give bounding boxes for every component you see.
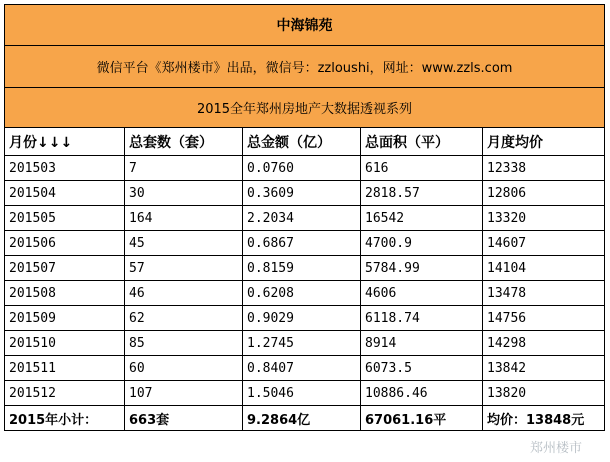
cell-area: 8914 [361,331,483,356]
column-header-month: 月份↓↓↓ [5,128,125,156]
header-row [5,128,605,156]
cell-units: 60 [125,356,243,381]
cell-avg-price: 12806 [483,181,605,206]
cell-avg-price: 12338 [483,156,605,181]
cell-avg-price: 13320 [483,206,605,231]
cell-month: 201505 [5,206,125,231]
cell-amount: 0.6867 [243,231,361,256]
cell-month: 201507 [5,256,125,281]
cell-units: 164 [125,206,243,231]
cell-amount: 0.8159 [243,256,361,281]
table-row [5,306,605,331]
table-row [5,331,605,356]
cell-units: 7 [125,156,243,181]
cell-month: 201504 [5,181,125,206]
cell-month: 201512 [5,381,125,406]
column-header-units: 总套数（套） [125,128,243,156]
cell-amount: 1.5046 [243,381,361,406]
table-row [5,356,605,381]
cell-month: 201509 [5,306,125,331]
watermark: 郑州楼市 [529,441,582,456]
cell-avg-price: 13842 [483,356,605,381]
table-title: 中海锦苑 [5,5,605,46]
cell-units: 46 [125,281,243,306]
cell-avg-price: 13820 [483,381,605,406]
table-row [5,156,605,181]
table-row [5,181,605,206]
cell-units: 45 [125,231,243,256]
sales-table [4,4,605,431]
cell-amount: 0.9029 [243,306,361,331]
total-units: 663套 [125,406,243,431]
cell-area: 4606 [361,281,483,306]
total-avg-price: 均价：13848元 [483,406,605,431]
table-row [5,206,605,231]
cell-area: 4700.9 [361,231,483,256]
cell-month: 201506 [5,231,125,256]
cell-area: 6118.74 [361,306,483,331]
cell-area: 2818.57 [361,181,483,206]
cell-amount: 1.2745 [243,331,361,356]
cell-area: 10886.46 [361,381,483,406]
cell-area: 6073.5 [361,356,483,381]
cell-avg-price: 14104 [483,256,605,281]
cell-month: 201503 [5,156,125,181]
cell-units: 30 [125,181,243,206]
cell-month: 201511 [5,356,125,381]
table-row [5,381,605,406]
cell-month: 201508 [5,281,125,306]
cell-amount: 0.8407 [243,356,361,381]
cell-avg-price: 13478 [483,281,605,306]
cell-area: 16542 [361,206,483,231]
cell-avg-price: 14607 [483,231,605,256]
cell-area: 5784.99 [361,256,483,281]
cell-avg-price: 14298 [483,331,605,356]
column-header-amount: 总金额（亿） [243,128,361,156]
table-row [5,256,605,281]
cell-amount: 0.6208 [243,281,361,306]
column-header-area: 总面积（平） [361,128,483,156]
column-header-avg-price: 月度均价 [483,128,605,156]
cell-amount: 0.3609 [243,181,361,206]
cell-units: 85 [125,331,243,356]
cell-area: 616 [361,156,483,181]
total-amount: 9.2864亿 [243,406,361,431]
cell-month: 201510 [5,331,125,356]
cell-units: 107 [125,381,243,406]
series-title: 2015全年郑州房地产大数据透视系列 [5,88,605,128]
cell-units: 62 [125,306,243,331]
table-row [5,281,605,306]
source-line: 微信平台《郑州楼市》出品，微信号：zzloushi，网址：www.zzls.com [5,46,605,88]
total-area: 67061.16平 [361,406,483,431]
cell-avg-price: 14756 [483,306,605,331]
cell-amount: 0.0760 [243,156,361,181]
cell-amount: 2.2034 [243,206,361,231]
total-label: 2015年小计： [5,406,125,431]
table-row [5,231,605,256]
cell-units: 57 [125,256,243,281]
total-row [5,406,605,431]
